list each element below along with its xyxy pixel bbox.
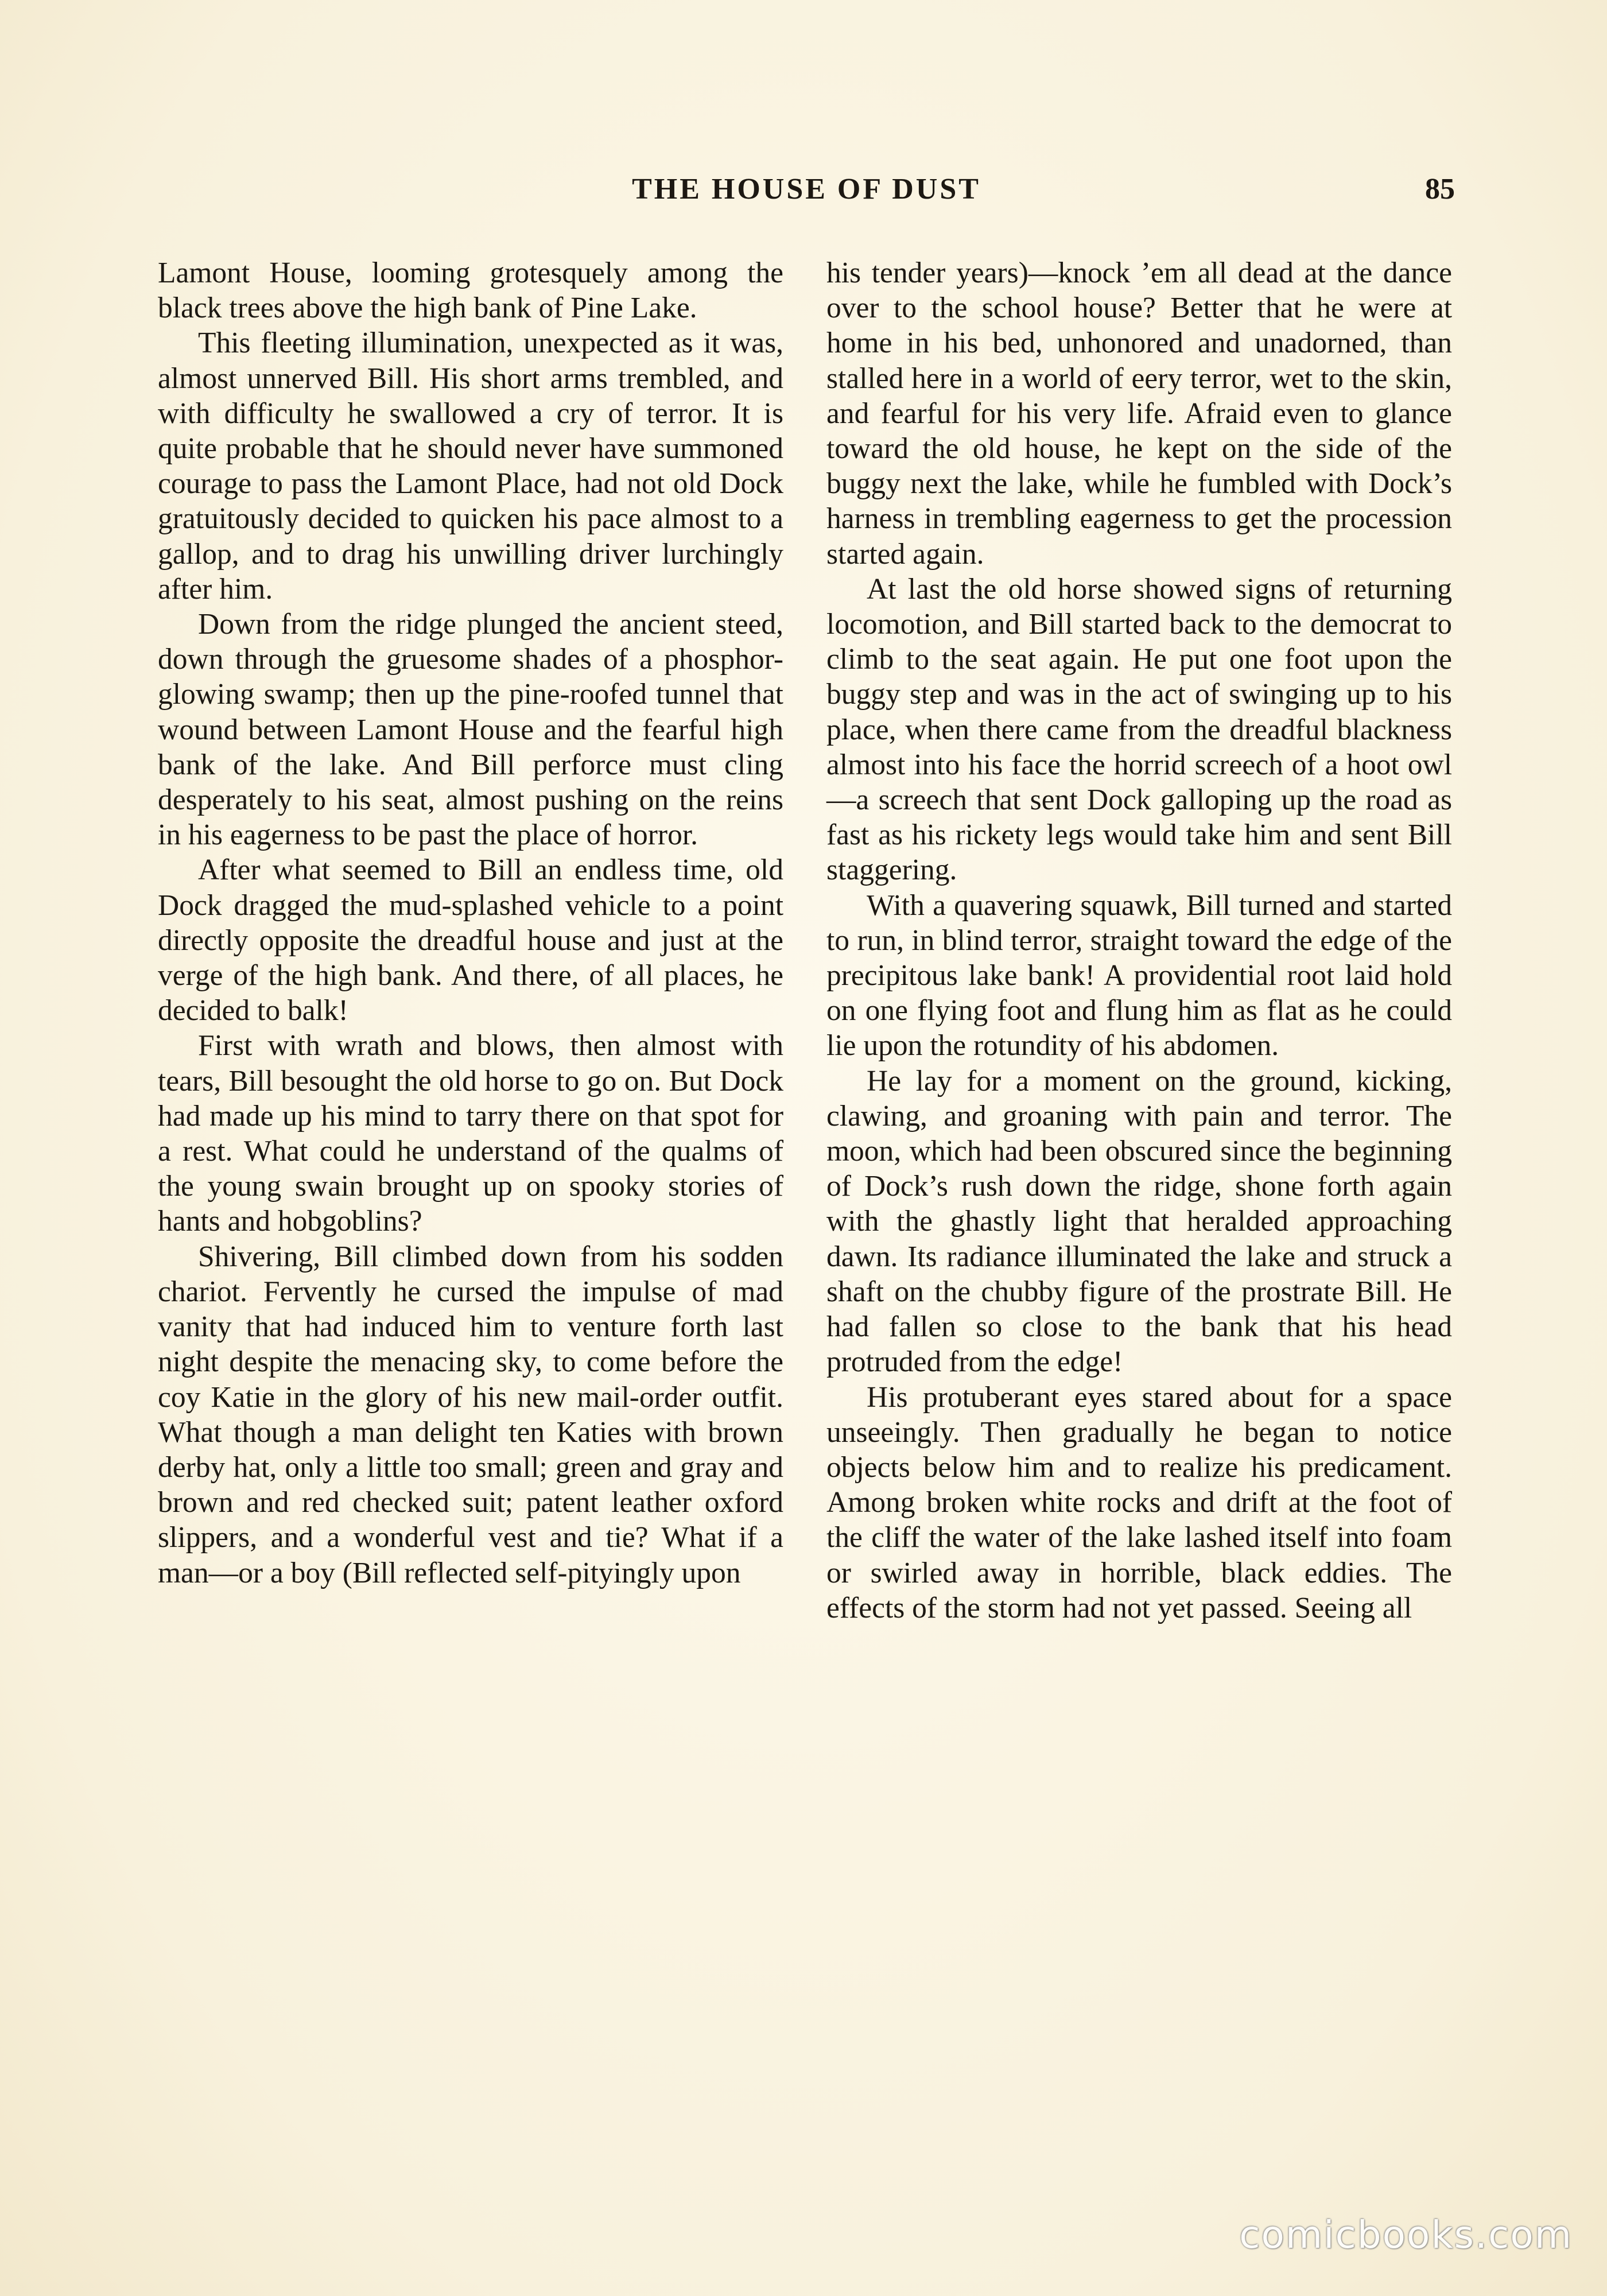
paragraph: First with wrath and blows, then almost with tears, Bill besought the old horse to go on. But Dock had made up his mind to tarry there on that spot for a rest. What could he understand of the qualms of the young swain brought up on spooky stories of hants and hobgoblins?	[158, 1029, 783, 1238]
page-header	[158, 169, 1455, 210]
paragraph: his tender years)—knock ’em all dead at the dance over to the school house? Better that he were at home in his bed, unhonored and unadorned, than stalled here in a world of eery terror, wet to the skin, and fearful for his very life. Afraid even to glance toward the old house, he kept on the side of the buggy next the lake, while he fumbled with Dock’s harness in trembling eagerness to get the procession started again.	[826, 257, 1452, 571]
paragraph: He lay for a moment on the ground, kicking, clawing, and groaning with pain and terror. The moon, which had been obscured since the beginning of Dock’s rush down the ridge, shone forth again with the ghastly light that heralded approaching dawn. Its radiance illuminated the lake and struck a shaft on the chubby figure of the prostrate Bill. He had fallen so close to the bank that his head protruded from the edge!	[826, 1064, 1452, 1379]
paragraph: This fleeting illumination, unexpected as it was, almost unnerved Bill. His short arms trembled, and with difficulty he swallowed a cry of terror. It is quite probable that he should never have summoned courage to pass the Lamont Place, had not old Dock gratuitously decided to quicken his pace almost to a gallop, and to drag his unwilling driver lurchingly after him.	[158, 327, 783, 606]
paragraph: Down from the ridge plunged the ancient steed, down through the gruesome shades of a phosphor-glowing swamp; then up the pine-roofed tunnel that wound between Lamont House and the fearful high bank of the lake. And Bill perforce must cling desperately to his seat, almost pushing on the reins in his eagerness to be past the place of horror.	[158, 608, 783, 852]
paragraph: After what seemed to Bill an endless time, old Dock dragged the mud-splashed vehicle to a point directly opposite the dreadful house and just at the verge of the high bank. And there, of all places, he decided to balk!	[158, 854, 783, 1027]
paragraph: Shivering, Bill climbed down from his sodden chariot. Fervently he cursed the impulse of mad vanity that had induced him to venture forth last night despite the menacing sky, to come before the coy Katie in the glory of his new mail-order outfit. What though a man delight ten Katies with brown derby hat, only a little too small; green and gray and brown and red checked suit; patent leather oxford slippers, and a wonderful vest and tie? What if a man—or a boy (Bill reflected self-pityingly upon	[158, 1240, 783, 1589]
paragraph: With a quavering squawk, Bill turned and started to run, in blind terror, straight toward the edge of the precipitous lake bank! A providential root laid hold on one flying foot and flung him as flat as he could lie upon the rotundity of his abdomen.	[826, 889, 1452, 1062]
paragraph: Lamont House, looming grotesquely among the black trees above the high bank of Pine Lake.	[158, 257, 783, 325]
text-column-right	[826, 255, 1452, 1626]
paragraph: At last the old horse showed signs of returning locomotion, and Bill started back to the democrat to climb to the seat again. He put one foot upon the buggy step and was in the act of swinging up to his place, when there came from the dreadful blackness almost into his face the horrid screech of a hoot owl—a screech that sent Dock galloping up the road as fast as his rickety legs would take him and sent Bill staggering.	[826, 572, 1452, 887]
text-column-left	[158, 255, 783, 1591]
page-number: 85	[1425, 173, 1455, 205]
running-head: THE HOUSE OF DUST	[632, 173, 981, 205]
paragraph: His protuberant eyes stared about for a space unseeingly. Then gradually he began to notice objects below him and to realize his predicament. Among broken white rocks and drift at the foot of the cliff the water of the lake lashed itself into foam or swirled away in horrible, black eddies. The effects of the storm had not yet passed. Seeing all	[826, 1380, 1452, 1624]
source-watermark: comicbooks.com	[1239, 2213, 1573, 2257]
